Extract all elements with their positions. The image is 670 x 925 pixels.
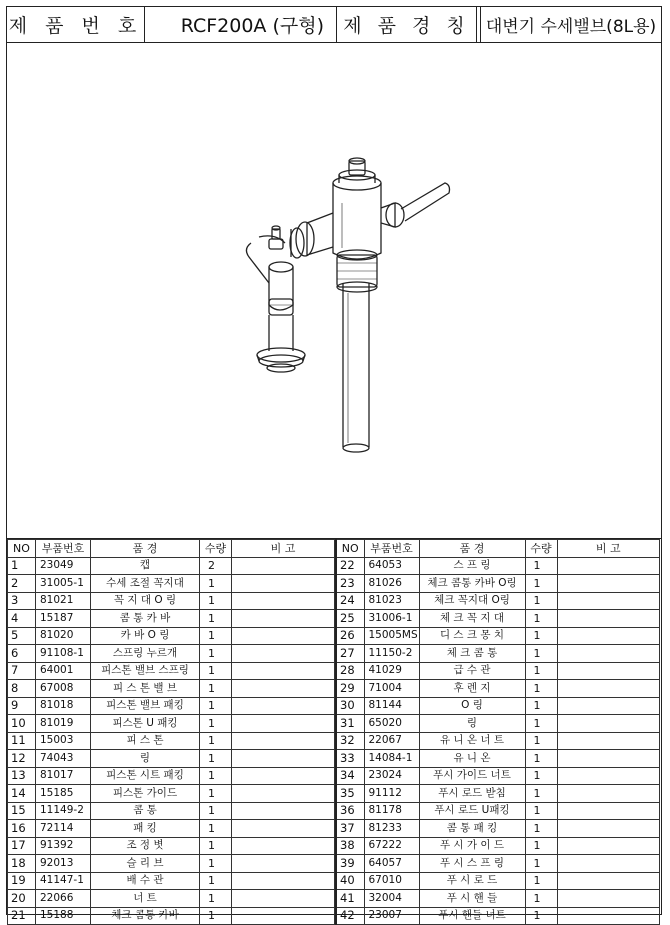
part-no: 41 xyxy=(336,890,364,908)
header-bar xyxy=(7,7,661,43)
part-name: 유 니 온 xyxy=(419,750,525,768)
part-qty: 1 xyxy=(200,890,232,908)
part-name: 너 트 xyxy=(91,890,200,908)
part-qty: 1 xyxy=(200,907,232,925)
part-note xyxy=(557,680,660,698)
part-code: 81020 xyxy=(36,627,91,645)
part-qty: 1 xyxy=(200,785,232,803)
table-row xyxy=(336,610,660,628)
part-code: 91392 xyxy=(36,837,91,855)
supply-pipe xyxy=(257,315,305,372)
part-note xyxy=(232,592,335,610)
part-name: 푸 시 스 프 링 xyxy=(419,855,525,873)
part-code: 11149-2 xyxy=(36,802,91,820)
table-row xyxy=(8,767,335,785)
part-qty: 1 xyxy=(200,645,232,663)
part-note xyxy=(557,890,660,908)
part-note xyxy=(232,715,335,733)
part-code: 81233 xyxy=(364,820,419,838)
part-qty: 1 xyxy=(525,575,557,593)
part-name: 급 수 관 xyxy=(419,662,525,680)
part-note xyxy=(557,715,660,733)
part-no: 15 xyxy=(8,802,36,820)
push-handle xyxy=(381,183,450,227)
part-no: 11 xyxy=(8,732,36,750)
product-name-label: 제 품 경 칭 xyxy=(337,7,477,42)
part-qty: 1 xyxy=(200,662,232,680)
part-note xyxy=(232,907,335,925)
part-note xyxy=(557,785,660,803)
part-no: 34 xyxy=(336,767,364,785)
part-code: 65020 xyxy=(364,715,419,733)
part-note xyxy=(232,872,335,890)
part-name: 조 정 볏 xyxy=(91,837,200,855)
part-note xyxy=(232,680,335,698)
table-row xyxy=(336,802,660,820)
part-note xyxy=(557,627,660,645)
table-row xyxy=(336,697,660,715)
table-header-row xyxy=(8,540,335,558)
part-qty: 1 xyxy=(525,627,557,645)
part-qty: 1 xyxy=(525,907,557,925)
part-qty: 1 xyxy=(525,872,557,890)
part-code: 91108-1 xyxy=(36,645,91,663)
part-name: 피스톤 시트 패킹 xyxy=(91,767,200,785)
product-name-value: 대변기 수세밸브(8L용) xyxy=(480,7,661,42)
part-qty: 1 xyxy=(200,592,232,610)
part-no: 1 xyxy=(8,557,36,575)
part-no: 2 xyxy=(8,575,36,593)
table-row xyxy=(8,592,335,610)
part-name: 피스톤 가이드 xyxy=(91,785,200,803)
col-no: NO xyxy=(8,540,36,558)
part-note xyxy=(232,575,335,593)
part-name: 체 크 꼭 지 대 xyxy=(419,610,525,628)
part-note xyxy=(557,837,660,855)
table-row xyxy=(336,837,660,855)
flush-valve-illustration xyxy=(7,43,660,537)
part-no: 35 xyxy=(336,785,364,803)
part-note xyxy=(232,820,335,838)
part-code: 64001 xyxy=(36,662,91,680)
parts-table-left xyxy=(7,539,335,925)
part-code: 67008 xyxy=(36,680,91,698)
table-row xyxy=(8,732,335,750)
part-no: 27 xyxy=(336,645,364,663)
part-no: 16 xyxy=(8,820,36,838)
part-code: 81026 xyxy=(364,575,419,593)
part-name: 디 스 크 몽 치 xyxy=(419,627,525,645)
part-no: 5 xyxy=(8,627,36,645)
part-code: 81017 xyxy=(36,767,91,785)
part-no: 32 xyxy=(336,732,364,750)
product-no-label: 제 품 번 호 xyxy=(7,7,145,42)
part-no: 31 xyxy=(336,715,364,733)
part-code: 81019 xyxy=(36,715,91,733)
table-row xyxy=(336,557,660,575)
part-qty: 1 xyxy=(525,750,557,768)
part-no: 17 xyxy=(8,837,36,855)
part-name: 콤 통 패 킹 xyxy=(419,820,525,838)
part-code: 81018 xyxy=(36,697,91,715)
part-code: 23049 xyxy=(36,557,91,575)
part-note xyxy=(557,645,660,663)
part-name: 체크 콤통 카바 O링 xyxy=(419,575,525,593)
part-qty: 1 xyxy=(200,697,232,715)
part-name: O 링 xyxy=(419,697,525,715)
part-code: 71004 xyxy=(364,680,419,698)
part-name: 피스톤 밸브 스프링 xyxy=(91,662,200,680)
part-code: 31005-1 xyxy=(36,575,91,593)
part-name: 패 킹 xyxy=(91,820,200,838)
table-row xyxy=(8,820,335,838)
part-code: 31006-1 xyxy=(364,610,419,628)
part-code: 41029 xyxy=(364,662,419,680)
part-note xyxy=(232,750,335,768)
col-code: 부품번호 xyxy=(364,540,419,558)
part-code: 32004 xyxy=(364,890,419,908)
part-no: 8 xyxy=(8,680,36,698)
part-qty: 1 xyxy=(200,610,232,628)
part-code: 22066 xyxy=(36,890,91,908)
part-note xyxy=(557,750,660,768)
part-no: 38 xyxy=(336,837,364,855)
part-note xyxy=(557,767,660,785)
part-qty: 1 xyxy=(525,732,557,750)
part-name: 체크 콤통 카바 xyxy=(91,907,200,925)
part-no: 25 xyxy=(336,610,364,628)
outlet-pipe xyxy=(343,283,369,452)
part-no: 24 xyxy=(336,592,364,610)
table-row xyxy=(8,645,335,663)
part-name: 카 바 O 링 xyxy=(91,627,200,645)
part-name: 푸 시 핸 들 xyxy=(419,890,525,908)
table-row xyxy=(336,872,660,890)
part-note xyxy=(557,732,660,750)
part-name: 피 스 톤 xyxy=(91,732,200,750)
parts-tables xyxy=(7,539,661,923)
part-code: 67010 xyxy=(364,872,419,890)
part-name: 피 스 톤 밸 브 xyxy=(91,680,200,698)
part-no: 14 xyxy=(8,785,36,803)
part-no: 30 xyxy=(336,697,364,715)
part-code: 81178 xyxy=(364,802,419,820)
part-qty: 1 xyxy=(200,767,232,785)
part-qty: 1 xyxy=(200,715,232,733)
part-note xyxy=(557,662,660,680)
part-qty: 1 xyxy=(200,855,232,873)
part-code: 81023 xyxy=(364,592,419,610)
table-row xyxy=(8,872,335,890)
part-code: 64057 xyxy=(364,855,419,873)
part-name: 후 렌 지 xyxy=(419,680,525,698)
part-note xyxy=(232,855,335,873)
table-row xyxy=(336,645,660,663)
part-note xyxy=(232,837,335,855)
part-no: 12 xyxy=(8,750,36,768)
table-row xyxy=(336,575,660,593)
part-code: 23024 xyxy=(364,767,419,785)
part-name: 푸 시 로 드 xyxy=(419,872,525,890)
part-qty: 1 xyxy=(200,750,232,768)
table-row xyxy=(336,907,660,925)
table-row xyxy=(8,697,335,715)
table-row xyxy=(8,557,335,575)
part-note xyxy=(232,802,335,820)
part-code: 15185 xyxy=(36,785,91,803)
table-row xyxy=(336,890,660,908)
part-note xyxy=(232,890,335,908)
part-note xyxy=(557,575,660,593)
part-no: 4 xyxy=(8,610,36,628)
part-code: 15188 xyxy=(36,907,91,925)
part-note xyxy=(557,907,660,925)
table-row xyxy=(336,662,660,680)
table-row xyxy=(336,855,660,873)
part-note xyxy=(557,872,660,890)
part-qty: 1 xyxy=(200,820,232,838)
part-no: 36 xyxy=(336,802,364,820)
table-row xyxy=(336,680,660,698)
col-name: 품 경 xyxy=(91,540,200,558)
part-no: 42 xyxy=(336,907,364,925)
part-note xyxy=(557,610,660,628)
part-code: 74043 xyxy=(36,750,91,768)
part-name: 링 xyxy=(419,715,525,733)
part-no: 13 xyxy=(8,767,36,785)
part-qty: 1 xyxy=(525,802,557,820)
part-qty: 1 xyxy=(525,697,557,715)
part-no: 29 xyxy=(336,680,364,698)
col-no: NO xyxy=(336,540,364,558)
part-name: 콤 통 카 바 xyxy=(91,610,200,628)
part-qty: 1 xyxy=(525,662,557,680)
valve-body xyxy=(333,158,381,259)
part-no: 33 xyxy=(336,750,364,768)
stop-valve xyxy=(246,226,293,315)
part-name: 체크 꼭지대 O링 xyxy=(419,592,525,610)
table-row xyxy=(8,715,335,733)
part-code: 11150-2 xyxy=(364,645,419,663)
table-row xyxy=(8,750,335,768)
table-row xyxy=(8,907,335,925)
part-code: 81021 xyxy=(36,592,91,610)
col-code: 부품번호 xyxy=(36,540,91,558)
part-name: 배 수 관 xyxy=(91,872,200,890)
table-row xyxy=(8,627,335,645)
part-qty: 1 xyxy=(525,592,557,610)
part-note xyxy=(557,592,660,610)
table-row xyxy=(336,627,660,645)
part-qty: 1 xyxy=(525,715,557,733)
part-name: 푸시 핸들 너트 xyxy=(419,907,525,925)
part-name: 푸시 로드 받침 xyxy=(419,785,525,803)
part-note xyxy=(232,732,335,750)
part-qty: 1 xyxy=(525,855,557,873)
product-no-value: RCF200A (구형) xyxy=(145,7,337,42)
table-row xyxy=(8,662,335,680)
part-name: 링 xyxy=(91,750,200,768)
part-code: 14084-1 xyxy=(364,750,419,768)
part-qty: 1 xyxy=(200,732,232,750)
part-note xyxy=(557,855,660,873)
part-code: 23007 xyxy=(364,907,419,925)
part-qty: 1 xyxy=(525,645,557,663)
spec-sheet xyxy=(6,6,662,923)
part-code: 81144 xyxy=(364,697,419,715)
part-qty: 1 xyxy=(200,802,232,820)
part-code: 15003 xyxy=(36,732,91,750)
parts-table-right xyxy=(335,539,660,925)
part-note xyxy=(232,645,335,663)
part-qty: 2 xyxy=(200,557,232,575)
col-qty: 수량 xyxy=(200,540,232,558)
part-no: 23 xyxy=(336,575,364,593)
part-name: 수세 조절 꼭지대 xyxy=(91,575,200,593)
inlet-arm xyxy=(290,213,333,258)
part-qty: 1 xyxy=(200,872,232,890)
part-note xyxy=(232,557,335,575)
part-no: 6 xyxy=(8,645,36,663)
part-code: 15187 xyxy=(36,610,91,628)
part-qty: 1 xyxy=(525,785,557,803)
part-name: 스프링 누르개 xyxy=(91,645,200,663)
part-code: 72114 xyxy=(36,820,91,838)
col-qty: 수량 xyxy=(525,540,557,558)
part-no: 7 xyxy=(8,662,36,680)
part-qty: 1 xyxy=(200,837,232,855)
table-row xyxy=(8,802,335,820)
part-code: 92013 xyxy=(36,855,91,873)
part-no: 21 xyxy=(8,907,36,925)
part-no: 10 xyxy=(8,715,36,733)
part-no: 19 xyxy=(8,872,36,890)
part-qty: 1 xyxy=(525,890,557,908)
part-name: 유 니 온 너 트 xyxy=(419,732,525,750)
part-note xyxy=(232,610,335,628)
part-name: 푸시 가이드 너트 xyxy=(419,767,525,785)
table-row xyxy=(8,610,335,628)
part-qty: 1 xyxy=(525,767,557,785)
part-qty: 1 xyxy=(525,680,557,698)
table-row xyxy=(8,837,335,855)
part-note xyxy=(232,697,335,715)
part-no: 28 xyxy=(336,662,364,680)
table-row xyxy=(336,820,660,838)
part-no: 26 xyxy=(336,627,364,645)
col-note: 비 고 xyxy=(557,540,660,558)
part-no: 22 xyxy=(336,557,364,575)
table-row xyxy=(336,715,660,733)
part-qty: 1 xyxy=(200,575,232,593)
table-row xyxy=(336,767,660,785)
part-no: 20 xyxy=(8,890,36,908)
table-row xyxy=(336,732,660,750)
table-row xyxy=(336,785,660,803)
part-no: 39 xyxy=(336,855,364,873)
part-no: 3 xyxy=(8,592,36,610)
part-no: 37 xyxy=(336,820,364,838)
part-no: 40 xyxy=(336,872,364,890)
part-no: 18 xyxy=(8,855,36,873)
table-row xyxy=(8,680,335,698)
table-row xyxy=(336,592,660,610)
part-code: 91112 xyxy=(364,785,419,803)
part-qty: 1 xyxy=(200,627,232,645)
part-code: 67222 xyxy=(364,837,419,855)
part-code: 15005MS xyxy=(364,627,419,645)
part-note xyxy=(557,697,660,715)
part-name: 피스톤 밸브 패킹 xyxy=(91,697,200,715)
part-name: 스 프 링 xyxy=(419,557,525,575)
valve-drawing xyxy=(7,43,661,539)
part-name: 캡 xyxy=(91,557,200,575)
part-note xyxy=(557,820,660,838)
part-qty: 1 xyxy=(525,837,557,855)
table-row xyxy=(336,750,660,768)
table-row xyxy=(8,575,335,593)
part-name: 푸시 로드 U패킹 xyxy=(419,802,525,820)
part-note xyxy=(232,627,335,645)
part-qty: 1 xyxy=(200,680,232,698)
col-note: 비 고 xyxy=(232,540,335,558)
table-row xyxy=(8,855,335,873)
part-code: 22067 xyxy=(364,732,419,750)
table-row xyxy=(8,890,335,908)
part-note xyxy=(232,767,335,785)
part-qty: 1 xyxy=(525,610,557,628)
part-qty: 1 xyxy=(525,557,557,575)
table-header-row xyxy=(336,540,660,558)
part-code: 41147-1 xyxy=(36,872,91,890)
part-qty: 1 xyxy=(525,820,557,838)
part-name: 체 크 콤 통 xyxy=(419,645,525,663)
part-name: 푸 시 가 이 드 xyxy=(419,837,525,855)
col-name: 품 경 xyxy=(419,540,525,558)
part-note xyxy=(232,662,335,680)
part-name: 슬 리 브 xyxy=(91,855,200,873)
part-note xyxy=(557,802,660,820)
part-note xyxy=(232,785,335,803)
part-name: 콤 통 xyxy=(91,802,200,820)
part-name: 피스톤 U 패킹 xyxy=(91,715,200,733)
part-name: 꼭 지 대 O 링 xyxy=(91,592,200,610)
table-row xyxy=(8,785,335,803)
part-code: 64053 xyxy=(364,557,419,575)
part-no: 9 xyxy=(8,697,36,715)
part-note xyxy=(557,557,660,575)
